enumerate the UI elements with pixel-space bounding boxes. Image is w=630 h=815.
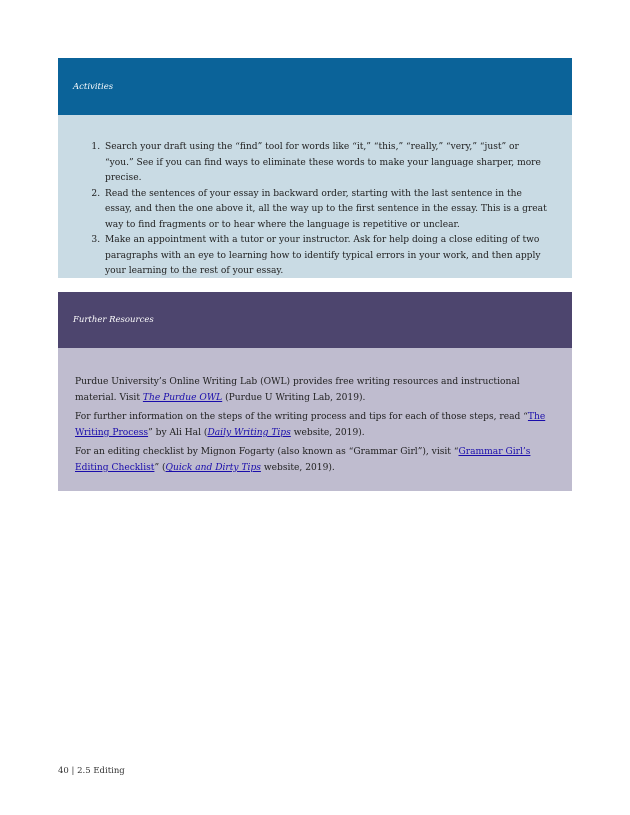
- footer-section: 2.5 Editing: [77, 766, 125, 776]
- activities-list: [75, 140, 550, 280]
- page-number: 40: [58, 766, 69, 776]
- activities-body: [58, 115, 572, 278]
- quick-dirty-tips-link[interactable]: Quick and Dirty Tips: [165, 463, 261, 473]
- daily-writing-tips-link[interactable]: Daily Writing Tips: [207, 428, 291, 438]
- activity-item: 1. Search your draft using the “find” tool for words like “it,” “this,” “really,” “very,” “just” or “you.” See if you can find ways to eliminate these words to make your language sharper, more precise.: [103, 140, 550, 187]
- resource-paragraph-writing-process: For further information on the steps of the writing process and tips for each of those steps, read “The Writing Process” by Ali Hal (Daily Writing Tips website, 2019).: [75, 412, 546, 438]
- activity-item: 2. Read the sentences of your essay in backward order, starting with the last sentence in the essay, and then the one above it, all the way up to the first sentence in the essay. This is a great way to find fragments or to hear where the language is repetitive or unclear.: [103, 187, 550, 234]
- activities-header: [58, 58, 572, 115]
- resources-header: [58, 292, 572, 348]
- activities-header-title: Activities: [73, 81, 114, 92]
- resource-paragraph-owl: Purdue University’s Online Writing Lab (OWL) provides free writing resources and instructional material. Visit The Purdue OWL (Purdue U Writing Lab, 2019).: [75, 377, 520, 403]
- resource-paragraph-checklist: For an editing checklist by Mignon Fogarty (also known as “Grammar Girl”), visit “Grammar Girl’s Editing Checklist” (Quick and Dirty Tips website, 2019).: [75, 447, 531, 473]
- footer-separator: |: [71, 766, 75, 776]
- activity-item: 3. Make an appointment with a tutor or your instructor. Ask for help doing a close editing of two paragraphs with an eye to learning how to identify typical errors in your work, and then apply your learning to the rest of your essay.: [103, 233, 550, 280]
- page-footer: [58, 766, 125, 776]
- writing-process-link[interactable]: The Writing Process: [75, 412, 546, 438]
- editing-checklist-link[interactable]: Grammar Girl’s Editing Checklist: [75, 447, 531, 473]
- purdue-owl-link[interactable]: The Purdue OWL: [142, 393, 223, 403]
- resources-header-title: Further Resources: [73, 315, 154, 325]
- resources-body: [58, 348, 572, 491]
